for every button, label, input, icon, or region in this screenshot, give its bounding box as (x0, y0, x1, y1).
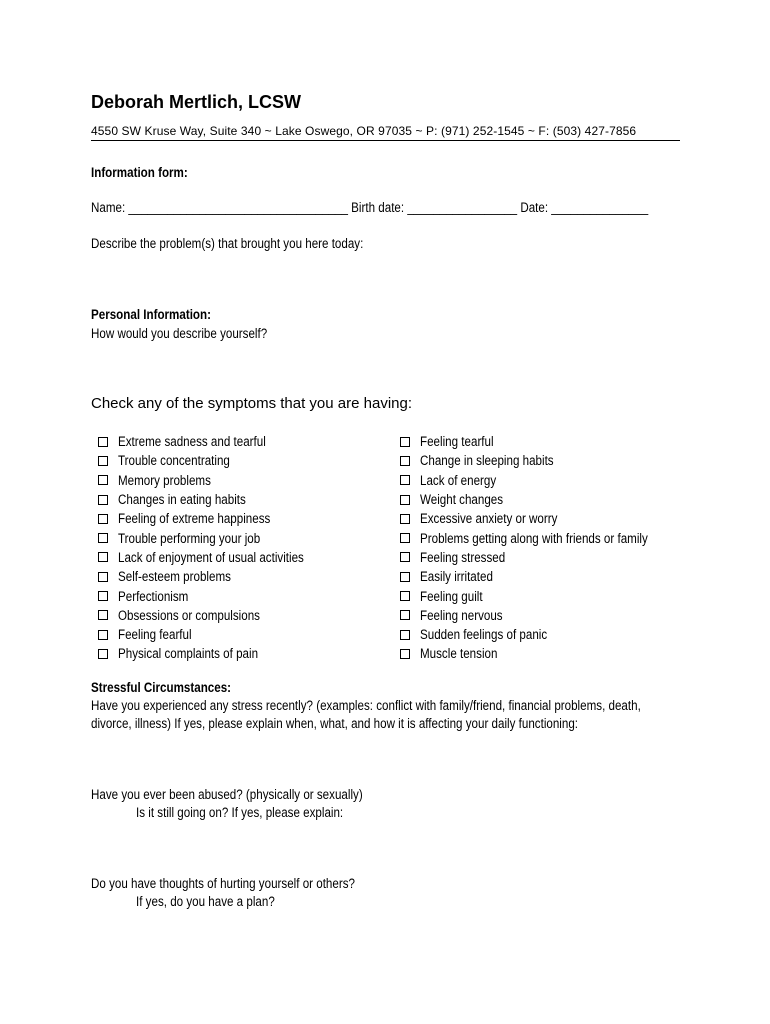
checkbox[interactable] (98, 572, 108, 582)
symptom-item[interactable] (98, 451, 334, 470)
symptom-item[interactable] (98, 606, 334, 625)
symptom-item[interactable] (400, 625, 685, 644)
checkbox[interactable] (98, 495, 108, 505)
self-harm-question: Do you have thoughts of hurting yourself or others? (91, 876, 355, 891)
checkbox[interactable] (400, 591, 410, 601)
practitioner-name: Deborah Mertlich, LCSW (91, 92, 302, 112)
symptom-item[interactable] (400, 606, 685, 625)
symptom-label: Perfectionism (118, 588, 189, 604)
information-form-heading: Information form: (91, 165, 188, 180)
stressful-circumstances-heading: Stressful Circumstances: (91, 680, 232, 695)
checkbox[interactable] (400, 475, 410, 485)
symptom-item[interactable] (400, 490, 685, 509)
checkbox[interactable] (98, 610, 108, 620)
contact-line: 4550 SW Kruse Way, Suite 340 ~ Lake Oswego, OR 97035 ~ P: (971) 252-1545 ~ F: (503) 427-7856 (91, 124, 637, 138)
symptom-label: Feeling guilt (420, 588, 483, 604)
header-divider (91, 140, 680, 141)
symptom-label: Extreme sadness and tearful (118, 434, 266, 450)
symptom-item[interactable] (98, 625, 334, 644)
symptom-item[interactable] (400, 471, 685, 490)
symptom-item[interactable] (400, 528, 685, 547)
symptom-label: Feeling of extreme happiness (118, 511, 271, 527)
symptom-item[interactable] (98, 548, 334, 567)
describe-yourself-prompt: How would you describe yourself? (91, 326, 268, 341)
describe-problem-prompt: Describe the problem(s) that brought you here today: (91, 236, 364, 251)
symptom-label: Self-esteem problems (118, 569, 231, 585)
symptom-label: Obsessions or compulsions (118, 607, 260, 623)
symptoms-right-column (400, 432, 685, 664)
symptom-label: Muscle tension (420, 646, 498, 662)
symptom-item[interactable] (98, 490, 334, 509)
symptom-label: Problems getting along with friends or family (420, 530, 648, 546)
checkbox[interactable] (400, 437, 410, 447)
checkbox[interactable] (98, 649, 108, 659)
personal-information-heading: Personal Information: (91, 307, 211, 322)
checkbox[interactable] (98, 437, 108, 447)
checkbox[interactable] (98, 456, 108, 466)
symptom-label: Excessive anxiety or worry (420, 511, 558, 527)
symptoms-left-column (98, 432, 334, 664)
symptoms-heading: Check any of the symptoms that you are having: (91, 395, 412, 412)
symptom-item[interactable] (400, 586, 685, 605)
checkbox[interactable] (98, 533, 108, 543)
checkbox[interactable] (98, 475, 108, 485)
checkbox[interactable] (98, 591, 108, 601)
checkbox[interactable] (400, 610, 410, 620)
symptom-label: Easily irritated (420, 569, 493, 585)
name-birthdate-date-fields: Name: __________________________________ Birth date: _________________ Date: _______________ (91, 200, 649, 215)
checkbox[interactable] (98, 552, 108, 562)
stress-question-line-1: Have you experienced any stress recently? (examples: conflict with family/friend, financial problems, death, (91, 698, 641, 713)
self-harm-followup: If yes, do you have a plan? (136, 894, 275, 909)
checkbox[interactable] (400, 630, 410, 640)
symptom-label: Weight changes (420, 492, 504, 508)
symptom-item[interactable] (400, 567, 685, 586)
symptom-item[interactable] (98, 567, 334, 586)
symptom-label: Feeling nervous (420, 607, 503, 623)
checkbox[interactable] (400, 533, 410, 543)
checkbox[interactable] (400, 572, 410, 582)
checkbox[interactable] (400, 514, 410, 524)
abuse-followup: Is it still going on? If yes, please explain: (136, 805, 344, 820)
symptom-label: Lack of energy (420, 472, 497, 488)
checkbox[interactable] (400, 649, 410, 659)
checkbox[interactable] (98, 630, 108, 640)
checkbox[interactable] (400, 456, 410, 466)
checkbox[interactable] (400, 552, 410, 562)
symptom-item[interactable] (98, 528, 334, 547)
symptom-label: Trouble performing your job (118, 530, 261, 546)
symptom-item[interactable] (400, 432, 685, 451)
symptom-label: Change in sleeping habits (420, 453, 554, 469)
symptom-label: Feeling tearful (420, 434, 494, 450)
symptom-item[interactable] (400, 644, 685, 663)
symptom-label: Feeling stressed (420, 549, 506, 565)
symptom-label: Memory problems (118, 472, 211, 488)
symptom-item[interactable] (400, 451, 685, 470)
symptom-label: Changes in eating habits (118, 492, 246, 508)
symptom-item[interactable] (98, 509, 334, 528)
stress-question-line-2: divorce, illness) If yes, please explain when, what, and how it is affecting your daily functioning: (91, 716, 579, 731)
abuse-question: Have you ever been abused? (physically or sexually) (91, 787, 363, 802)
symptom-item[interactable] (98, 586, 334, 605)
checkbox[interactable] (400, 495, 410, 505)
symptom-item[interactable] (400, 548, 685, 567)
symptom-label: Physical complaints of pain (118, 646, 259, 662)
symptom-label: Lack of enjoyment of usual activities (118, 549, 304, 565)
symptom-item[interactable] (98, 432, 334, 451)
symptom-item[interactable] (98, 644, 334, 663)
checkbox[interactable] (98, 514, 108, 524)
symptom-item[interactable] (98, 471, 334, 490)
symptom-item[interactable] (400, 509, 685, 528)
symptom-label: Trouble concentrating (118, 453, 230, 469)
symptom-label: Sudden feelings of panic (420, 627, 548, 643)
symptom-label: Feeling fearful (118, 627, 192, 643)
